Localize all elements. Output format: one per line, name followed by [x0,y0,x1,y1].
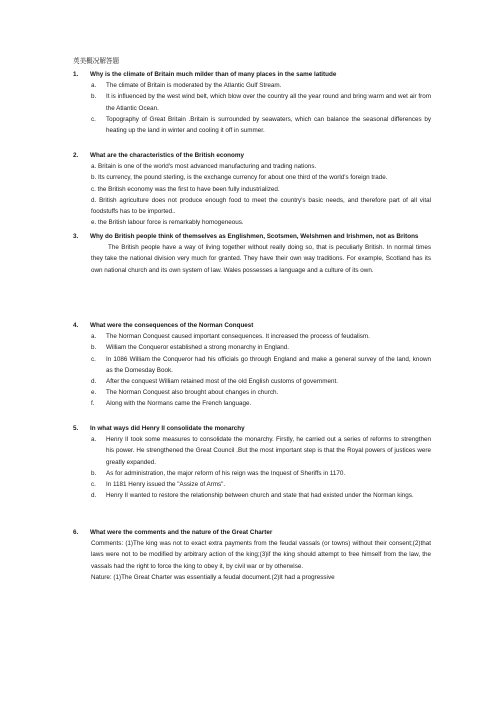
question-2 [73,150,431,228]
answer-item: a. Henry II took some measures to consolidate the monarchy. Firstly, he carried out a series of reforms to strengthen his power. He strengthened the Great Council .But the most important step is that the Royal powers of justices were greatly expanded. [91,436,431,466]
document-title: 英美概况解答题 [73,58,120,65]
question-6 [73,527,431,583]
question-text: Why do British people think of themselves as Englishmen, Scotsmen, Welshmen and Irishmen, not as Britons [90,233,419,240]
question-number: 2. [73,152,79,159]
answer-item: c. In 1086 William the Conqueror had his officials go through England and make a general survey of the land, known as the Domesday Book. [91,355,431,374]
question-text: What were the consequences of the Norman Conquest [90,322,254,329]
answer-item: b. William the Conqueror established a strong monarchy in England. [91,344,290,352]
answer-line: b. Its currency, the pound sterling, is the exchange currency for about one third of the world's foreign trade. [91,174,388,182]
question-1 [73,69,431,136]
answer-item: c. In 1181 Henry issued the "Assize of Arms". [91,481,226,489]
question-text: Why is the climate of Britain much milder than of many places in the same latitude [90,71,337,78]
answer-item: b. It is influenced by the west wind belt, which blow over the country all the year round and bring warm and wet air from the Atlantic Ocean. [91,93,431,112]
answer-item: e. The Norman Conquest also brought about changes in church. [91,389,279,397]
answer-line: e. the British labour force is remarkably homogeneous. [91,219,244,227]
question-text: In what ways did Henry II consolidate the monarchy [90,425,245,432]
question-5 [73,423,431,501]
answer-item: c. Topography of Great Britain .Britain is surrounded by seawaters, which can balance the seasonal differences by heating up the land in winter and cooling it off in summer. [91,115,431,135]
answer-paragraph: The British people have a way of living together without really doing so, that is peculiarly British. In normal times they take the national division very much for granted. They have their own way traditions. For example, Scotland has its own national church and its own system of law. Wales possesses a language and a culture of its own. [91,244,431,274]
question-3 [73,231,431,276]
answer-item: a. The climate of Britain is moderated by the Atlantic Gulf Stream. [91,82,282,90]
question-text: What are the characteristics of the British economy [90,152,244,159]
answer-line: c. the British economy was the first to have been fully industrialized. [91,185,280,193]
answer-item: b. As for administration, the major reform of his reign was the Inquest of Sheriffs in 1170. [91,469,346,477]
question-text: What were the comments and the nature of the Great Charter [90,529,273,536]
answer-item: d. Henry II wanted to restore the relationship between church and state that had existed under the Norman kings. [91,492,414,500]
answer-item: d. After the conquest William retained most of the old English customs of government. [91,378,339,386]
question-number: 5. [73,425,79,432]
question-number: 4. [73,322,79,329]
answer-line: d. British agriculture does not produce enough food to meet the country's basic needs, and therefore part of all vital foodstuffs has to be imported.. [91,196,431,216]
comments-paragraph: Comments: (1)The king was not to exact extra payments from the feudal vassals (or towns) without their consent;(2)that laws were not to be modified by arbitrary action of the king;(3)if the king should attempt to free himself from the law, the vassals had the right to force the king to obey it, by civil war or by otherwise. [91,540,431,570]
question-number: 3. [73,233,79,240]
answer-item: f. Along with the Normans came the French language. [91,400,252,408]
answer-line: a. Britain is one of the world's most advanced manufacturing and trading nations. [91,163,317,171]
nature-paragraph: Nature: (1)The Great Charter was essentially a feudal document.(2)It had a progressive [91,573,335,581]
question-number: 1. [73,71,79,78]
question-4 [73,320,431,410]
question-number: 6. [73,529,79,536]
answer-item: a. The Norman Conquest caused important consequences. It increased the process of feudalism. [91,333,370,341]
